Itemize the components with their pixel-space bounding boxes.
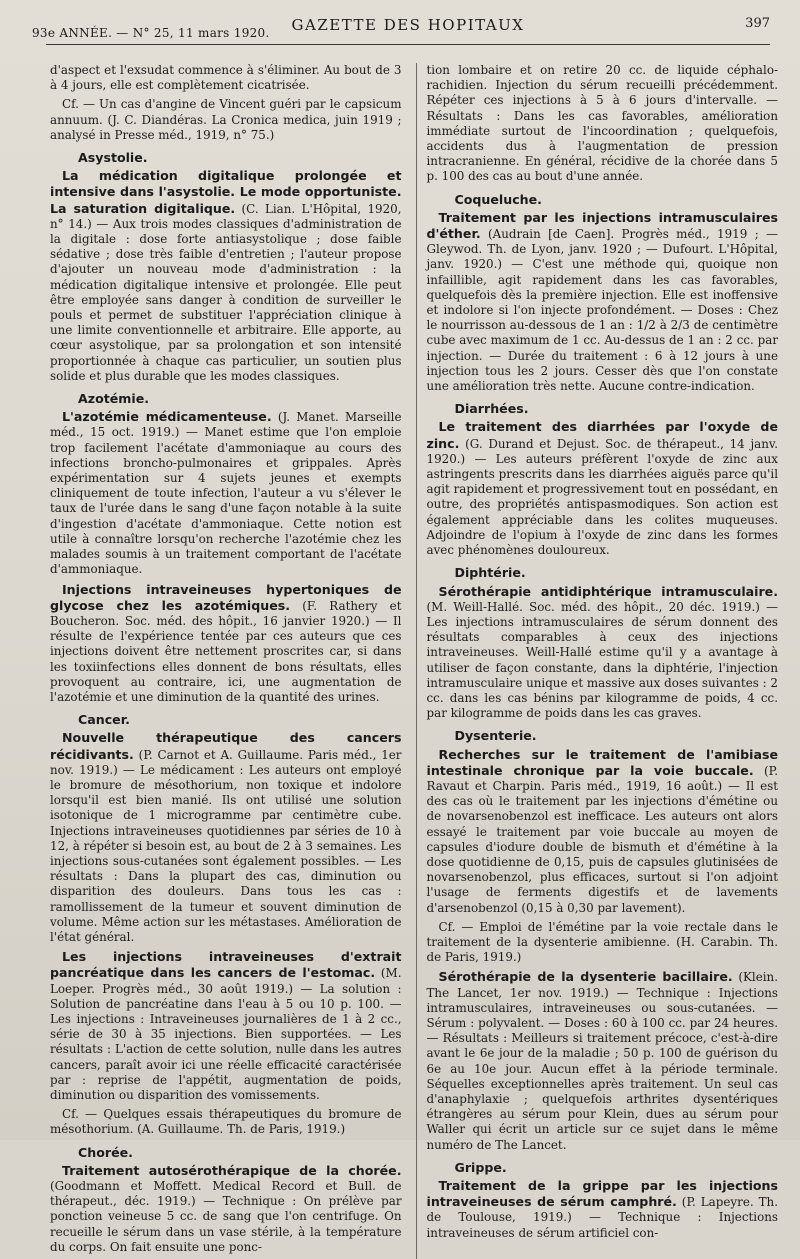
two-column-body [46,63,778,1259]
article-paragraph [50,63,402,93]
article-paragraph [427,969,779,1152]
article-paragraph [50,1163,402,1255]
section-heading: Coqueluche. [454,191,542,207]
article-text: (G. Durand et Dejust. Soc. de thérapeut., 14 janv. 1920.) — Les auteurs préfèrent l'oxyde de zinc aux astringents prescrits dans les diarrhées aiguës parce qu'il agit rapidement et progressivement tout en possédant, en outre, des propriétés antispasmodiques. Son action est également appréciable dans les colites muqueuses. Adjoindre de l'opium à l'oxyde de zinc dans les formes avec phénomènes douloureux. [426,436,778,558]
page-number: 397 [745,16,770,31]
section-heading: Asystolie. [78,150,148,166]
section-heading: Grippe. [454,1159,507,1175]
article-text: (M. Weill-Hallé. Soc. méd. des hôpit., 20 déc. 1919.) — Les injections intramusculaires de sérum donnent des résultats comparables à ceux des injections intraveineuses. Weill-Hallé estime qu'il y a avantage à utiliser de façon constante, dans la diphtérie, l'injection intramusculaire unique et massive aux doses suivantes : 2 cc. dans les cas bénins par kilogramme de poids, 4 cc. par kilogramme de poids dans les cas graves. [426,599,778,721]
article-paragraph [427,210,779,394]
article-paragraph [50,97,402,143]
article-text: (Goodmann et Moffett. Medical Record et Bull. de thérapeut., déc. 1919.) — Technique : On prélève par ponction veineuse 5 cc. de sang que l'on centrifuge. On recueille le sérum dans un vase stérile, à la température du corps. On fait ensuite une ponc- [50,1179,402,1254]
article-text: (F. Rathery et Boucheron. Soc. méd. des hôpit., 16 janvier 1920.) — Il résulte de l'expérience tentée par ces auteurs que ces injections doivent être nettement proscrites car, si dans les toxiinfections elles donnent de bons résultats, elles provoquent au contraire, ici, une augmentation de l'azotémie et une diminution de la quantité des urines. [50,598,402,704]
article-text: (J. Manet. Marseille méd., 15 oct. 1919.) — Manet estime que l'on emploie trop facilement l'acétate d'ammoniaque au cours des infections broncho-pulmonaires et grippales. Après expérimentation sur 4 sujets jeunes et exempts cliniquement de toute infection, l'auteur a vu s'élever le taux de l'urée dans le sang d'une façon notable à la suite d'ingestion d'acétate d'ammoniaque. Cette notion est utile à connaître lorsqu'on recherche l'azotémie chez les malades soumis à un traitement comportant de l'acétate d'ammoniaque. [50,410,402,577]
section-heading: Diarrhées. [454,401,529,417]
article-text: (P. Lapeyre. Th. de Toulouse, 1919.) — Technique : Injections intraveineuses de sérum artificiel con- [426,1195,778,1240]
section-heading: Diphtérie. [454,565,526,581]
article-text: tion lombaire et on retire 20 cc. de liquide céphalo-rachidien. Injection du sérum recueilli précédemment. Répéter ces injections à 5 à 6 jours d'intervalle. — Résultats : Dans les cas favorables, amélioration immédiate surtout de l'incoordination ; quelquefois, accidents dus à l'augmentation de pression intracranienne. En général, récidive de la chorée dans 5 p. 100 des cas au bout d'une année. [426,63,778,184]
article-text: Cf. — Emploi de l'émétine par la voie rectale dans le traitement de la dysenterie amibienne. (H. Carabin. Th. de Paris, 1919.) [426,919,778,965]
article-text: (C. Lian. L'Hôpital, 1920, n° 14.) — Aux trois modes classiques d'administration de la digitale : dose forte antiasystolique ; dose faible sédative ; dose très faible d'entretien ; l'auteur propose d'ajouter un nouveau mode d'administration : la médication digitalique intensive et prolongée. Elle peut être employée sans danger à condition de surveiller le pouls et permet de substituer l'appréciation clinique à une limite conventionnelle et arbitraire. Elle apporte, au cœur asystolique, par sa prolongation et son intensité proportionnée à chaque cas particulier, un soutien plus solide et plus durable que les modes classiques. [50,201,402,383]
article-paragraph [427,920,779,966]
article-title: Le traitement des diarrhées par l'oxyde de zinc. [426,419,778,451]
article-text: Cf. — Quelques essais thérapeutiques du bromure de mésothorium. (A. Guillaume. Th. de Paris, 1919.) [50,1107,402,1137]
article-title: Recherches sur le traitement de l'amibiase intestinale chronique par la voie buccale. [426,746,778,778]
article-title: Injections intraveineuses hypertoniques de glycose chez les azotémiques. [50,581,402,613]
article-paragraph [427,63,779,185]
article-paragraph [50,1107,402,1137]
journal-title: GAZETTE DES HOPITAUX [291,16,525,34]
article-title: Traitement de la grippe par les injections intraveineuses de sérum camphré. [426,1178,778,1210]
article-paragraph [50,730,402,945]
article-title: L'azotémie médicamenteuse. [62,409,272,425]
section-heading: Dysenterie. [454,728,537,744]
article-title: Traitement autosérothérapique de la chorée. [62,1162,402,1178]
article-paragraph [50,949,402,1103]
page-header [32,10,770,45]
article-title: Nouvelle thérapeutique des cancers récidivants. [50,730,402,762]
article-text: (P. Carnot et A. Guillaume. Paris méd., 1er nov. 1919.) — Le médicament : Les auteurs ont employé le bromure de mésothorium, non toxique et indolore lorsqu'il est bien manié. Ils ont utilisé une solution isotonique de 1 microgramme par centimètre cube. Injections intraveineuses quotidiennes par séries de 10 à 12, à répéter si besoin est, au bout de 2 à 3 semaines. Les injections sous-cutanées sont également possibles. — Les résultats : Dans la plupart des cas, diminution ou disparition des douleurs. Dans tous les cas : ramollissement de la tumeur et souvent diminution de volume. Même action sur les métastases. Amélioration de l'état général. [50,747,402,944]
article-text: Cf. — Un cas d'angine de Vincent guéri par le capsicum annuum. (J. C. Diandéras. La Cronica medica, juin 1919 ; analysé in Presse méd., 1919, n° 75.) [50,97,402,142]
article-text: (Audrain [de Caen]. Progrès méd., 1919 ; — Gleywod. Th. de Lyon, janv. 1920 ; — Dufourt. L'Hôpital, janv. 1920.) — C'est une méthode qui, quoique non infaillible, agit rapidement dans les cas favorables, quelquefois dès la première injection. Elle est inoffensive et indolore si l'on injecte profondément. — Doses : Chez le nourrisson au-dessous de 1 an : 1/2 à 2/3 de centimètre cube avec maximum de 1 cc. Au-dessus de 1 an : 2 cc. par injection. — Durée du traitement : 6 à 12 jours à une injection tous les 2 jours. Cesser dès que l'on constate une amélioration très nette. Aucune contre-indication. [426,227,778,394]
article-paragraph [50,168,402,384]
article-text: d'aspect et l'exsudat commence à s'éliminer. Au bout de 3 à 4 jours, elle est complètement cicatrisée. [50,63,402,93]
article-paragraph [427,1178,779,1241]
article-title: Sérothérapie de la dysenterie bacillaire. [438,969,733,985]
right-column [416,63,779,1259]
article-paragraph [427,419,779,558]
section-heading: Chorée. [78,1144,133,1160]
article-title: La médication digitalique prolongée et intensive dans l'asystolie. Le mode opportuniste. La saturation digitalique. [50,168,402,216]
article-paragraph [427,747,779,916]
article-text: (P. Ravaut et Charpin. Paris méd., 1919, 16 août.) — Il est des cas où le traitement par les injections d'émétine ou de novarsenobenzol est inefficace. Les auteurs ont alors essayé le traitement par voie buccale au moyen de capsules d'iodure double de bismuth et d'émétine à la dose quotidienne de 0,15, puis de capsules glutinisées de novarsenobenzol, plus efficaces, surtout si l'on adjoint l'usage de ferments digestifs et de lavements d'arsenobenzol (0,15 à 0,30 par lavement). [426,763,778,915]
article-paragraph [427,584,779,722]
article-title: Traitement par les injections intramusculaires d'éther. [426,209,778,242]
left-column [46,63,402,1259]
article-text: (Klein. The Lancet, 1er nov. 1919.) — Technique : Injections intramusculaires, intraveineuses ou sous-cutanées. — Sérum : polyvalent. — Doses : 60 à 100 cc. par 24 heures. — Résultats : Meilleurs si traitement précoce, c'est-à-dire avant le 6e jour de la maladie ; 50 p. 100 de guérison du 6e au 10e jour. Aucun effet à la période terminale. Séquelles exceptionnelles après traitement. Un seul cas d'anaphylaxie ; quelquefois arthrites dysentériques étrangères au sérum pour Klein, dues au sérum pour Waller qui écrit un article sur ce sujet dans le même numéro de The Lancet. [426,970,778,1152]
section-heading: Azotémie. [78,391,150,407]
article-text: (M. Loeper. Progrès méd., 30 août 1919.) — La solution : Solution de pancréatine dans l'eau à 5 ou 10 p. 100. — Les injections : Intraveineuses journalières de 1 à 2 cc., série de 30 à 35 injections. Bien supportées. — Les résultats : L'action de cette solution, nulle dans les autres cancers, paraît avoir ici une réelle efficacité caractérisée par : reprise de l'appétit, augmentation de poids, diminution ou disparition des vomissements. [50,966,402,1102]
section-heading: Cancer. [78,712,130,728]
article-title: Sérothérapie antidiphtérique intramusculaire. [438,583,778,599]
issue-info: 93e ANNÉE. — N° 25, 11 mars 1920. [32,26,270,40]
article-title: Les injections intraveineuses d'extrait pancréatique dans les cancers de l'estomac. [50,949,402,981]
article-paragraph [50,582,402,706]
article-paragraph [50,409,402,577]
